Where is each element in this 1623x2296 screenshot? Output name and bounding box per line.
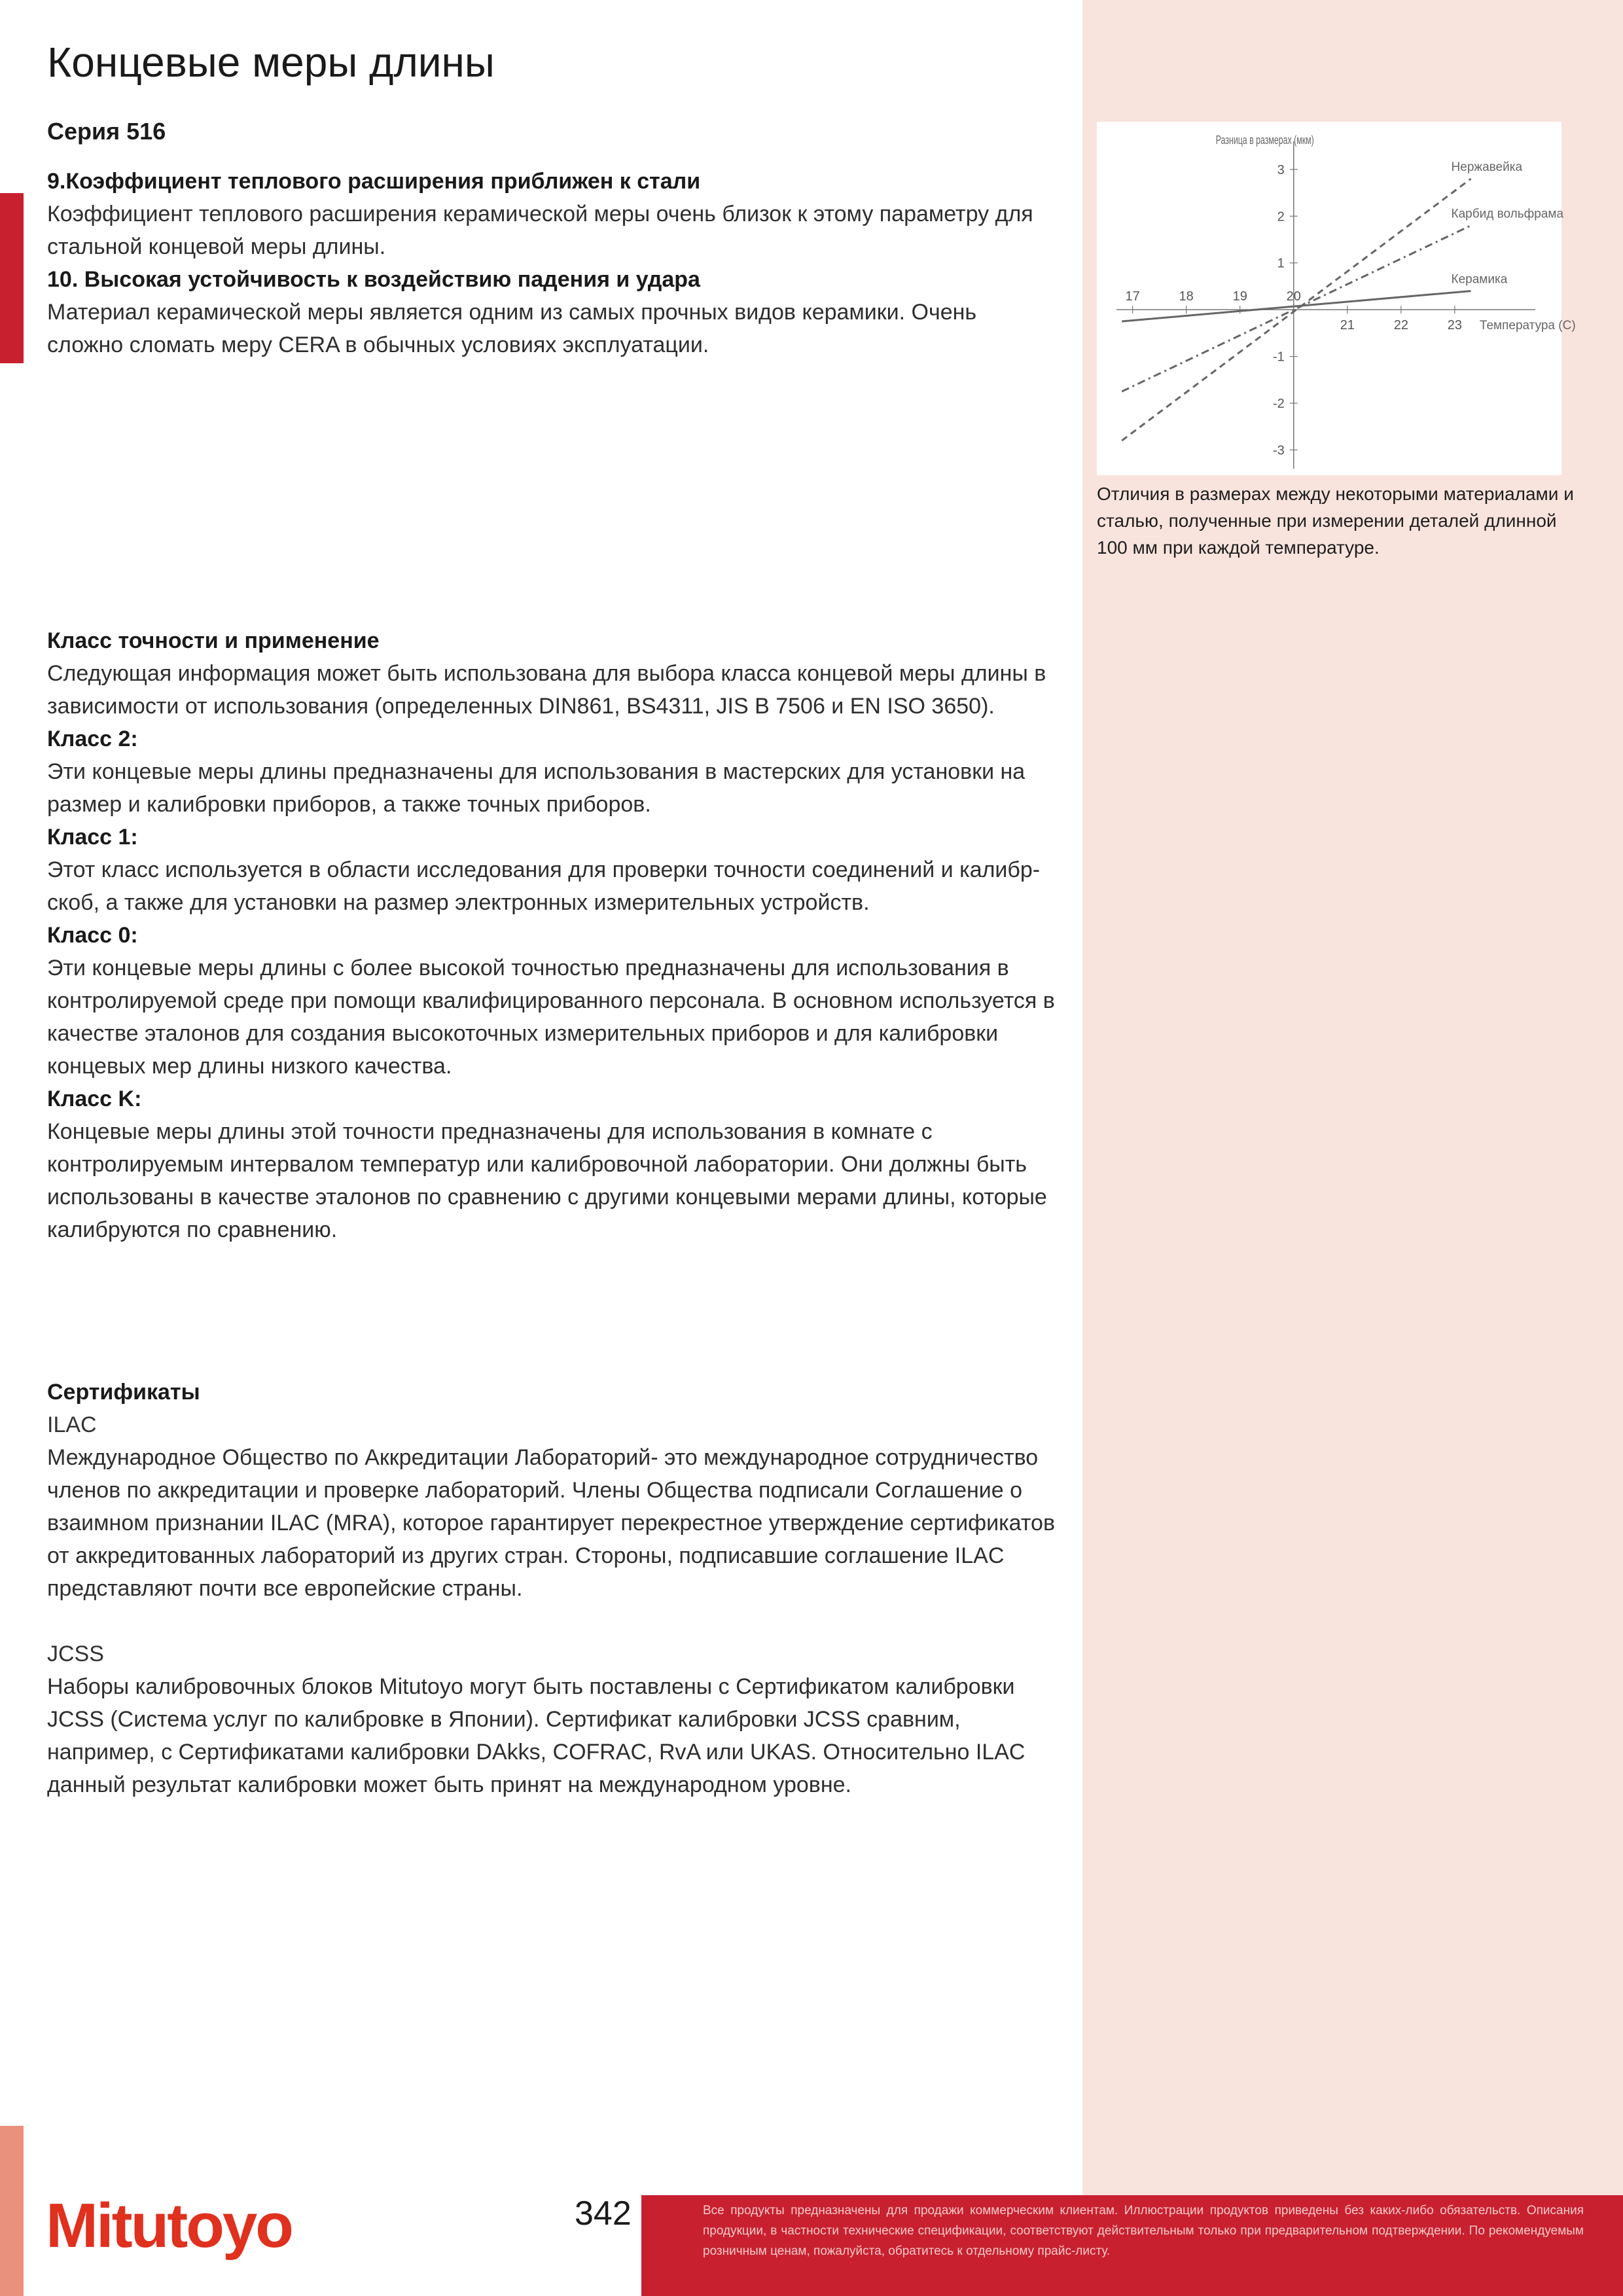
mitutoyo-logo: Mitutoyo (46, 2191, 292, 2261)
ilac-text: Международное Общество по Аккредитации Лабораторий- это международное сотрудничество членов по аккредитации и проверке лабораторий. Члены Общества подписали Соглашение о взаимном признании ILAC (MRA), которое гарантирует перекрестное утверждение сертификатов от аккредитованных лабораторий из других стран. Стороны, подписавшие соглашение ILAC представляют почти все европейские страны. (47, 1445, 1056, 1601)
x-tick-label: 22 (1393, 318, 1408, 333)
classes-section (47, 624, 1055, 1246)
class-2-heading: Класс 2: (47, 726, 138, 751)
certificates-heading: Сертификаты (47, 1380, 200, 1405)
y-tick-label: -1 (1272, 350, 1285, 365)
series-label-2: Керамика (1451, 272, 1508, 287)
class-k-heading: Класс K: (47, 1086, 142, 1111)
class-0-text: Эти концевые меры длины с более высокой точностью предназначены для использования в контролируемой среде при помощи квалифицированного персонала. В основном используется в качестве эталонов для создания высокоточных измерительных приборов и для калибровки концевых мер длины низкого качества. (47, 956, 1055, 1079)
feature-10-heading: 10. Высокая устойчивость к воздействию падения и удара (47, 267, 700, 292)
series-label: Серия 516 (47, 118, 166, 145)
feature-9-text: Коэффициент теплового расширения керамической меры очень близок к этому параметру для стальной концевой меры длины. (47, 202, 1033, 259)
expansion-chart (1097, 122, 1576, 475)
series-label-1: Карбид вольфрама (1451, 207, 1564, 221)
chart-caption: Отличия в размерах между некоторыми материалами и сталью, полученные при измерении деталей длинной 100 мм при каждой температуре. (1097, 484, 1574, 558)
footer-disclaimer: Все продукты предназначены для продажи коммерческим клиентам. Иллюстрации продуктов приведены без каких-либо обязательств. Описания продукции, в частности технические спецификации, соответствуют действительным только при предварительном подтверждении. По рекомендуемым розничным ценам, пожалуйста, обратитесь к отдельному прайс-листу. (703, 2204, 1584, 2258)
y-tick-label: 1 (1277, 256, 1285, 271)
jcss-text: Наборы калибровочных блоков Mitutoyo могут быть поставлены с Сертификатом калибровки JCSS (Система услуг по калибровке в Японии). Сертификат калибровки JCSS сравним, например, с Сертификатами калибровки DAkks, COFRAC, RvA или UKAS. Относительно ILAC данный результат калибровки может быть принят на международном уровне. (47, 1674, 1026, 1797)
class-1-heading: Класс 1: (47, 825, 138, 850)
x-tick-label: 23 (1447, 318, 1463, 333)
class-0-heading: Класс 0: (47, 923, 138, 948)
y-tick-label: -2 (1272, 397, 1285, 411)
series-line-1 (1122, 226, 1471, 392)
feature-10-text: Материал керамической меры является одним из самых прочных видов керамики. Очень сложно сломать меру CERA в обычных условиях эксплуатации. (47, 300, 977, 357)
certificates-section (47, 1376, 1055, 1801)
x-tick-label: 21 (1340, 318, 1355, 333)
x-tick-label: 18 (1179, 289, 1194, 304)
paragraph-gap (47, 1605, 1055, 1638)
class-k-text: Концевые меры длины этой точности предназначены для использования в комнате с контролируемым интервалом температур или калибровочной лаборатории. Они должны быть использованы в качестве эталонов по сравнению с другими концевыми мерами длины, которые калибруются по сравнению. (47, 1119, 1047, 1242)
page-number: 342 (575, 2195, 632, 2233)
ilac-label: ILAC (47, 1412, 97, 1437)
class-2-text: Эти концевые меры длины предназначены для использования в мастерских для установки на размер и калибровки приборов, а также точных приборов. (47, 759, 1026, 817)
classes-heading: Класс точности и применение (47, 628, 380, 653)
expansion-chart-svg (1097, 122, 1576, 475)
series-label-0: Нержавейка (1451, 160, 1523, 175)
x-axis-title: Температура (С) (1479, 319, 1576, 333)
accent-bar-top (0, 193, 24, 363)
y-tick-label: -3 (1272, 443, 1285, 458)
features-section (47, 165, 1055, 361)
y-axis-title: Разница в размерах (мкм) (1215, 134, 1314, 147)
feature-9-heading: 9.Коэффициент теплового расширения приближен к стали (47, 169, 701, 194)
class-1-text: Этот класс используется в области исследования для проверки точности соединений и калибр-скоб, а также для установки на размер электронных измерительных устройств. (47, 857, 1041, 915)
page-title: Концевые меры длины (47, 39, 495, 86)
classes-intro: Следующая информация может быть использована для выбора класса концевой меры длины в зависимости от использования (определенных DIN861, BS4311, JIS B 7506 и EN ISO 3650). (47, 661, 1046, 719)
y-tick-label: 2 (1277, 209, 1285, 224)
y-tick-label: 3 (1277, 162, 1285, 177)
accent-bar-bottom (0, 2126, 24, 2296)
x-tick-label: 20 (1286, 289, 1301, 304)
x-tick-label: 17 (1125, 289, 1140, 304)
jcss-label: JCSS (47, 1641, 104, 1666)
chart-labels (1125, 134, 1575, 457)
x-tick-label: 19 (1232, 289, 1247, 304)
chart-axes (1116, 141, 1535, 469)
